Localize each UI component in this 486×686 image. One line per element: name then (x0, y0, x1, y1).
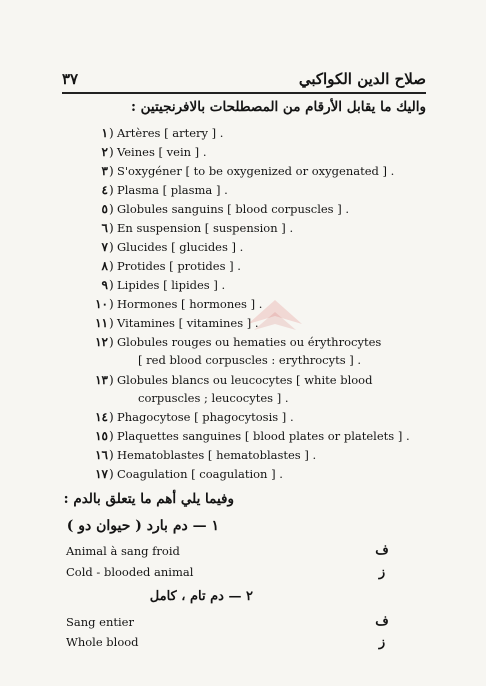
page-header (62, 70, 426, 92)
term-paren: ) (109, 183, 114, 197)
header-rule (62, 92, 426, 94)
term-paren: ) (109, 467, 114, 481)
section-1-title: ١ — دم بارد ( حيوان دو ) (66, 518, 219, 534)
term-paren: ) (109, 335, 114, 349)
term-number: ١٦ (95, 448, 108, 462)
term-paren: ) (109, 202, 114, 216)
term-text: Plaquettes sanguines [ blood plates or platelets ] . (117, 429, 410, 443)
page-number: ٣٧ (62, 70, 79, 88)
term-paren: ) (109, 240, 114, 254)
term-text: Artères [ artery ] . (117, 126, 224, 140)
term-paren: ) (109, 373, 114, 387)
term-number: ١٥ (95, 429, 108, 443)
term-text: Hormones [ hormones ] . (117, 297, 263, 311)
term-paren: ) (109, 164, 114, 178)
term-text: Hematoblastes [ hematoblastes ] . (117, 448, 317, 462)
term-text: Vitamines [ vitamines ] . (117, 316, 259, 330)
english-gloss: Whole blood (66, 635, 139, 649)
term-number: ٢ (101, 145, 108, 159)
term-paren: ) (109, 126, 114, 140)
term-number: ٨ (101, 259, 108, 273)
term-number: ١٧ (95, 467, 108, 481)
section-2-title: ٢ — دم تام ، كامل (149, 589, 253, 604)
running-head: صلاح الدين الكواكبي (298, 70, 426, 88)
term-text: Protides [ protides ] . (117, 259, 241, 273)
term-text: Plasma [ plasma ] . (117, 183, 228, 197)
term-number: ٤ (101, 183, 108, 197)
french-gloss: Sang entier (66, 615, 134, 629)
term-paren: ) (109, 259, 114, 273)
term-text: Veines [ vein ] . (117, 145, 207, 159)
term-text: Globules rouges ou hematies ou érythrocytes (117, 335, 382, 349)
english-gloss: Cold - blooded animal (66, 565, 194, 579)
term-paren: ) (109, 145, 114, 159)
term-text: Coagulation [ coagulation ] . (117, 467, 283, 481)
french-marker: ف (375, 543, 389, 558)
term-number: ١٤ (95, 410, 108, 424)
term-text: Lipides [ lipides ] . (117, 278, 226, 292)
term-number: ١١ (95, 316, 108, 330)
term-paren: ) (109, 410, 114, 424)
english-marker: ز (378, 565, 386, 580)
term-paren: ) (109, 429, 114, 443)
term-text: Globules sanguins [ blood corpuscles ] . (117, 202, 350, 216)
term-text: Phagocytose [ phagocytosis ] . (117, 410, 294, 424)
term-paren: ) (109, 297, 114, 311)
french-marker: ف (375, 614, 389, 629)
term-number: ٧ (101, 240, 108, 254)
intro-heading: واليك ما يقابل الأرقام من المصطلحات بالافرنجيتين : (130, 99, 426, 115)
term-number: ٣ (101, 164, 108, 178)
term-text: Globules blancs ou leucocytes [ white blood (117, 373, 373, 387)
term-number: ٩ (101, 278, 108, 292)
term-text-continuation: corpuscles ; leucocytes ] . (138, 391, 289, 405)
term-paren: ) (109, 278, 114, 292)
term-paren: ) (109, 316, 114, 330)
term-paren: ) (109, 448, 114, 462)
section-subheading: وفيما يلي أهم ما يتعلق بالدم : (63, 491, 234, 507)
term-number: ٥ (101, 202, 108, 216)
term-paren: ) (109, 221, 114, 235)
french-gloss: Animal à sang froid (66, 544, 180, 558)
watermark-emblem (240, 294, 310, 338)
term-number: ٦ (101, 221, 108, 235)
english-marker: ز (378, 635, 386, 650)
term-number: ١٣ (95, 373, 108, 387)
term-number: ١ (101, 126, 108, 140)
term-number: ١٠ (95, 297, 108, 311)
term-text: En suspension [ suspension ] . (117, 221, 294, 235)
term-text-continuation: [ red blood corpuscles : erythrocyts ] . (138, 353, 362, 367)
term-text: S'oxygéner [ to be oxygenized or oxygenated ] . (117, 164, 395, 178)
term-text: Glucides [ glucides ] . (117, 240, 244, 254)
term-number: ١٢ (95, 335, 108, 349)
